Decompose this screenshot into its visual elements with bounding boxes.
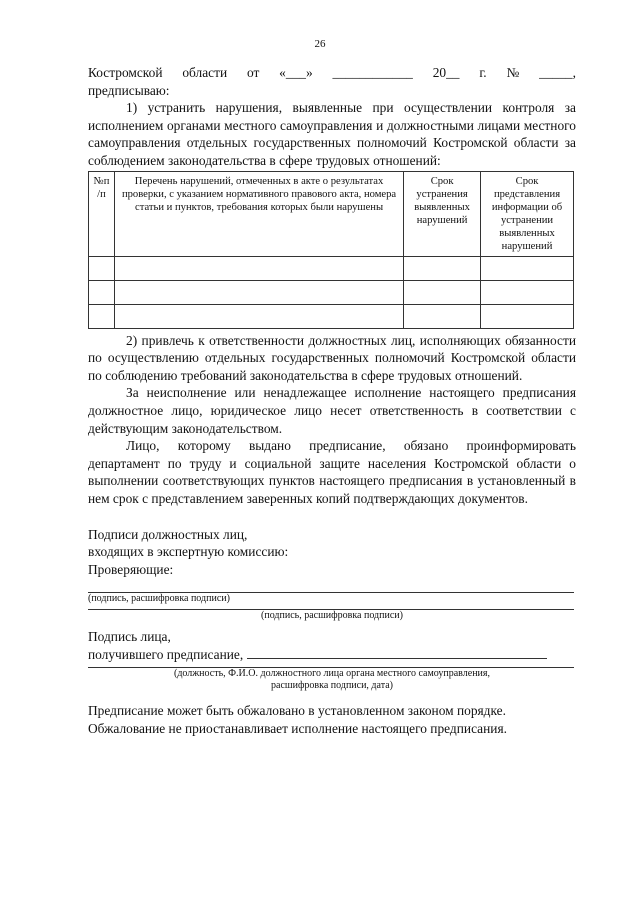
recipient-caption-1: (должность, Ф.И.О. должностного лица органа местного самоуправления, xyxy=(173,668,490,680)
inform-paragraph: Лицо, которому выдано предписание, обязано проинформировать департамент по труду и социальной защите населения Костромской области о выполнении соответствующих пунктов настоящего предписания в установленный в нем срок с представлением заверенных копий подтверждающих документов. xyxy=(88,438,576,506)
item-1: 1) устранить нарушения, выявленные при осуществлении контроля за исполнением органами местного самоуправления и должностными лицами местного самоуправления отдельных государственных полномочий Костромской области за соблюдением законодательства в сфере трудовых отношений: xyxy=(88,100,576,168)
col-header-number: №п /п xyxy=(89,171,115,256)
signatures-line-1: Подписи должностных лиц, xyxy=(88,526,248,542)
violations-table xyxy=(88,171,574,329)
header-line-2: предписываю: xyxy=(88,82,170,98)
table-header-row xyxy=(89,171,574,256)
header-day-blank: «___» xyxy=(279,65,313,80)
table-cell xyxy=(89,304,115,328)
table-cell xyxy=(89,256,115,280)
signatures-line-2: входящих в экспертную комиссию: xyxy=(88,544,289,560)
header-word: области xyxy=(182,65,228,80)
col-header-report-deadline: Срок представления информации об устранении выявленных нарушений xyxy=(481,171,574,256)
table-cell xyxy=(481,304,574,328)
table-row xyxy=(89,304,574,328)
recipient-signature-blank xyxy=(247,646,547,659)
signature-caption: (подпись, расшифровка подписи) xyxy=(88,593,230,605)
page-number: 26 xyxy=(314,38,326,50)
table-cell xyxy=(114,280,403,304)
header-line xyxy=(88,64,576,82)
header-word: от xyxy=(246,65,260,80)
inspectors-label: Проверяющие: xyxy=(88,561,174,577)
recipient-label-1: Подпись лица, xyxy=(88,629,171,645)
table-cell xyxy=(114,256,403,280)
table-cell xyxy=(404,256,481,280)
header-word: Костромской xyxy=(88,65,163,80)
table-cell xyxy=(404,304,481,328)
item-2: 2) привлечь к ответственности должностных лиц, исполняющих обязанности по осуществлению отдельных государственных полномочий Костромской области по соблюдению требований законодательства в сфере трудовых отношений. xyxy=(88,332,576,383)
signatures-block xyxy=(88,526,576,693)
table-cell xyxy=(114,304,403,328)
header-word: г. xyxy=(479,65,487,80)
header-number-blank: _____, xyxy=(539,65,576,80)
document-body xyxy=(88,64,576,738)
signature-caption: (подпись, расшифровка подписи) xyxy=(261,610,403,622)
appeal-effect-note: Обжалование не приостанавливает исполнение настоящего предписания. xyxy=(88,721,507,737)
recipient-line xyxy=(88,646,576,664)
header-month-blank: ____________ xyxy=(332,65,413,80)
signature-line xyxy=(88,578,574,593)
recipient-caption-2: расшифровка подписи, дата) xyxy=(271,680,393,692)
table-row xyxy=(89,256,574,280)
table-row xyxy=(89,280,574,304)
header-year: 20__ xyxy=(432,65,460,80)
table-cell xyxy=(89,280,115,304)
table-cell xyxy=(404,280,481,304)
liability-paragraph: За неисполнение или ненадлежащее исполнение настоящего предписания должностное лицо, юридическое лицо несет ответственность в соответствии с действующим законодательством. xyxy=(88,385,576,436)
recipient-label-2: получившего предписание, xyxy=(88,646,244,662)
table-cell xyxy=(481,256,574,280)
header-number-sign: № xyxy=(506,65,520,80)
table-cell xyxy=(481,280,574,304)
col-header-violations: Перечень нарушений, отмеченных в акте о результатах проверки, с указанием нормативного правового акта, номера статьи и пунктов, требования которых были нарушены xyxy=(114,171,403,256)
col-header-deadline: Срок устранения выявленных нарушений xyxy=(404,171,481,256)
appeal-note: Предписание может быть обжаловано в установленном законом порядке. xyxy=(88,703,506,719)
